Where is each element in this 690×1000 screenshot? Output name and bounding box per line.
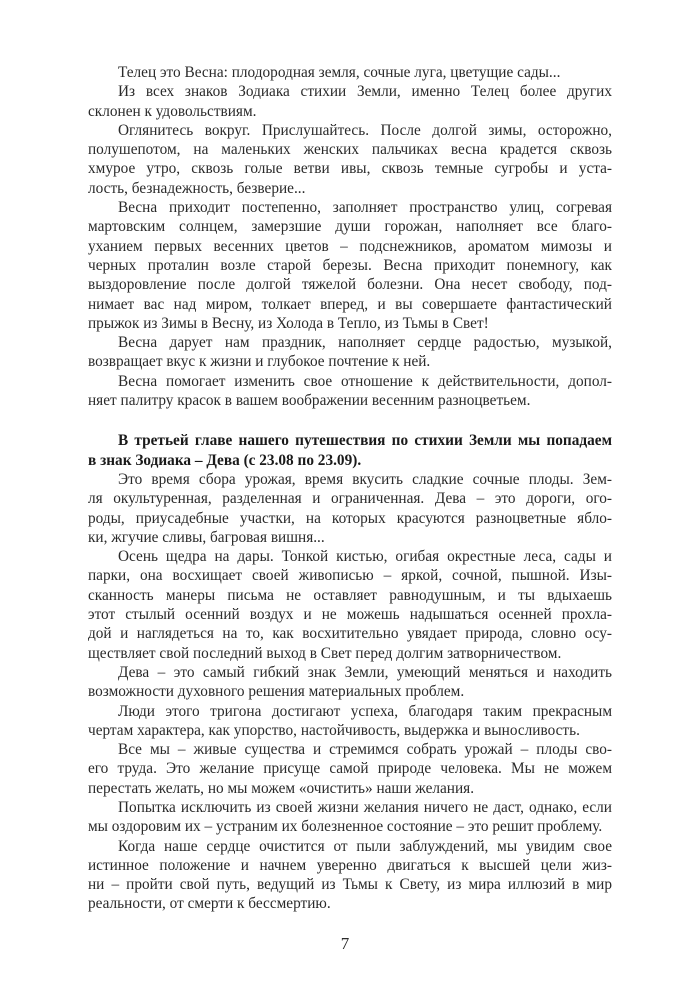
text-line: Когда наше сердце очистится от пыли заблуждений, мы увидим свое	[118, 837, 612, 855]
text-line: ля окультуренная, разделенная и ограниченная. Дева – это дороги, ого-	[88, 490, 612, 508]
text-line: чертам характера, как упорство, настойчивость, выдержка и выносливость.	[88, 721, 580, 739]
paragraph	[88, 740, 612, 798]
text-line: Люди этого тригона достигают успеха, благодаря таким прекрасным	[118, 702, 612, 720]
text-line: уханием первых весенних цветов – подснежников, ароматом мимозы и	[88, 237, 612, 255]
paragraph	[88, 470, 612, 547]
text-line: реальности, от смерти к бессмертию.	[88, 895, 331, 913]
text-line: Оглянитесь вокруг. Прислушайтесь. После долгой зимы, осторожно,	[118, 121, 612, 139]
page-body	[88, 63, 612, 914]
paragraph	[88, 198, 612, 333]
paragraph	[88, 63, 612, 82]
text-line: сканность манеры письма не оставляет равнодушным, и ты вдыхаешь	[88, 586, 612, 604]
text-line: возможности духовного решения материальных проблем.	[88, 683, 465, 701]
paragraph	[88, 82, 612, 121]
text-line: возвращает вкус к жизни и глубокое почтение к ней.	[88, 353, 431, 371]
text-line: В третьей главе нашего путешествия по стихии Земли мы попадаем	[118, 432, 612, 450]
text-line: Из всех знаков Зодиака стихии Земли, именно Телец более других	[118, 83, 612, 101]
text-line: прыжок из Зимы в Весну, из Холода в Тепло, из Тьмы в Свет!	[88, 314, 489, 332]
paragraph	[88, 121, 612, 198]
section-heading	[88, 431, 612, 470]
text-line: нимает вас над миром, толкает вперед, и вы совершаете фантастический	[88, 295, 612, 313]
paragraph	[88, 333, 612, 372]
text-line: Весна дарует нам праздник, наполняет сердце радостью, музыкой,	[118, 334, 612, 352]
text-line: перестать желать, но мы можем «очистить» наши желания.	[88, 779, 475, 797]
text-line: Попытка исключить из своей жизни желания ничего не даст, однако, если	[118, 798, 612, 816]
text-line: ки, жгучие сливы, багровая вишня...	[88, 528, 325, 546]
paragraph	[88, 547, 612, 663]
text-line: Осень щедра на дары. Тонкой кистью, огибая окрестные леса, сады и	[118, 548, 612, 566]
text-line: этот стылый осенний воздух и не можешь надышаться осенней прохла-	[88, 606, 612, 624]
text-line: парки, она восхищает своей живописью – яркой, сочной, пышной. Изы-	[88, 567, 612, 585]
text-line: хмурое утро, сквозь голые ветви ивы, сквозь темные сугробы и уста-	[88, 160, 612, 178]
text-line: Все мы – живые существа и стремимся собрать урожай – плоды сво-	[118, 741, 612, 759]
paragraph	[88, 663, 612, 702]
text-line: черных проталин возле старой березы. Весна приходит понемногу, как	[88, 256, 612, 274]
text-line: няет палитру красок в вашем воображении весенним разноцветьем.	[88, 392, 531, 410]
text-line: Телец это Весна: плодородная земля, сочные луга, цветущие сады...	[118, 64, 561, 81]
text-line: склонен к удовольствиям.	[88, 102, 257, 120]
text-line: лость, безнадежность, безверие...	[88, 179, 306, 197]
text-line: истинное положение и начнем уверенно двигаться к высшей цели жиз-	[88, 856, 612, 874]
text-line: полушепотом, на маленьких женских пальчиках весна крадется сквозь	[88, 141, 612, 159]
text-line: в знак Зодиака – Дева (с 23.08 по 23.09).	[88, 451, 362, 469]
text-line: мы оздоровим их – устраним их болезненное состояние – это решит проблему.	[88, 818, 603, 836]
text-line: дой и наглядеться на то, как восхитительно увядает природа, словно осу-	[88, 625, 612, 643]
text-line: мартовским солнцем, замерзшие души горожан, наполняет все благо-	[88, 218, 612, 236]
text-line: выздоровление после долгой тяжелой болезни. Она несет свободу, под-	[88, 276, 612, 294]
paragraph	[88, 798, 612, 837]
text-line: его труда. Это желание присуще самой природе человека. Мы не можем	[88, 760, 612, 778]
paragraph	[88, 372, 612, 411]
text-line: Весна приходит постепенно, заполняет пространство улиц, согревая	[118, 199, 612, 217]
text-line: Это время сбора урожая, время вкусить сладкие сочные плоды. Зем-	[118, 470, 612, 488]
text-line: роды, приусадебные участки, на которых красуются разноцветные ябло-	[88, 509, 612, 527]
page-number: 7	[340, 934, 350, 953]
text-line: Дева – это самый гибкий знак Земли, умеющий меняться и находить	[118, 663, 612, 681]
text-line: ществляет свой последний выход в Свет перед долгим затворничеством.	[88, 644, 562, 662]
text-line: ни – пройти свой путь, ведущий из Тьмы к Свету, из мира иллюзий в мир	[88, 876, 612, 894]
text-line: Весна помогает изменить свое отношение к действительности, допол-	[118, 372, 612, 390]
paragraph	[88, 837, 612, 914]
paragraph	[88, 702, 612, 741]
